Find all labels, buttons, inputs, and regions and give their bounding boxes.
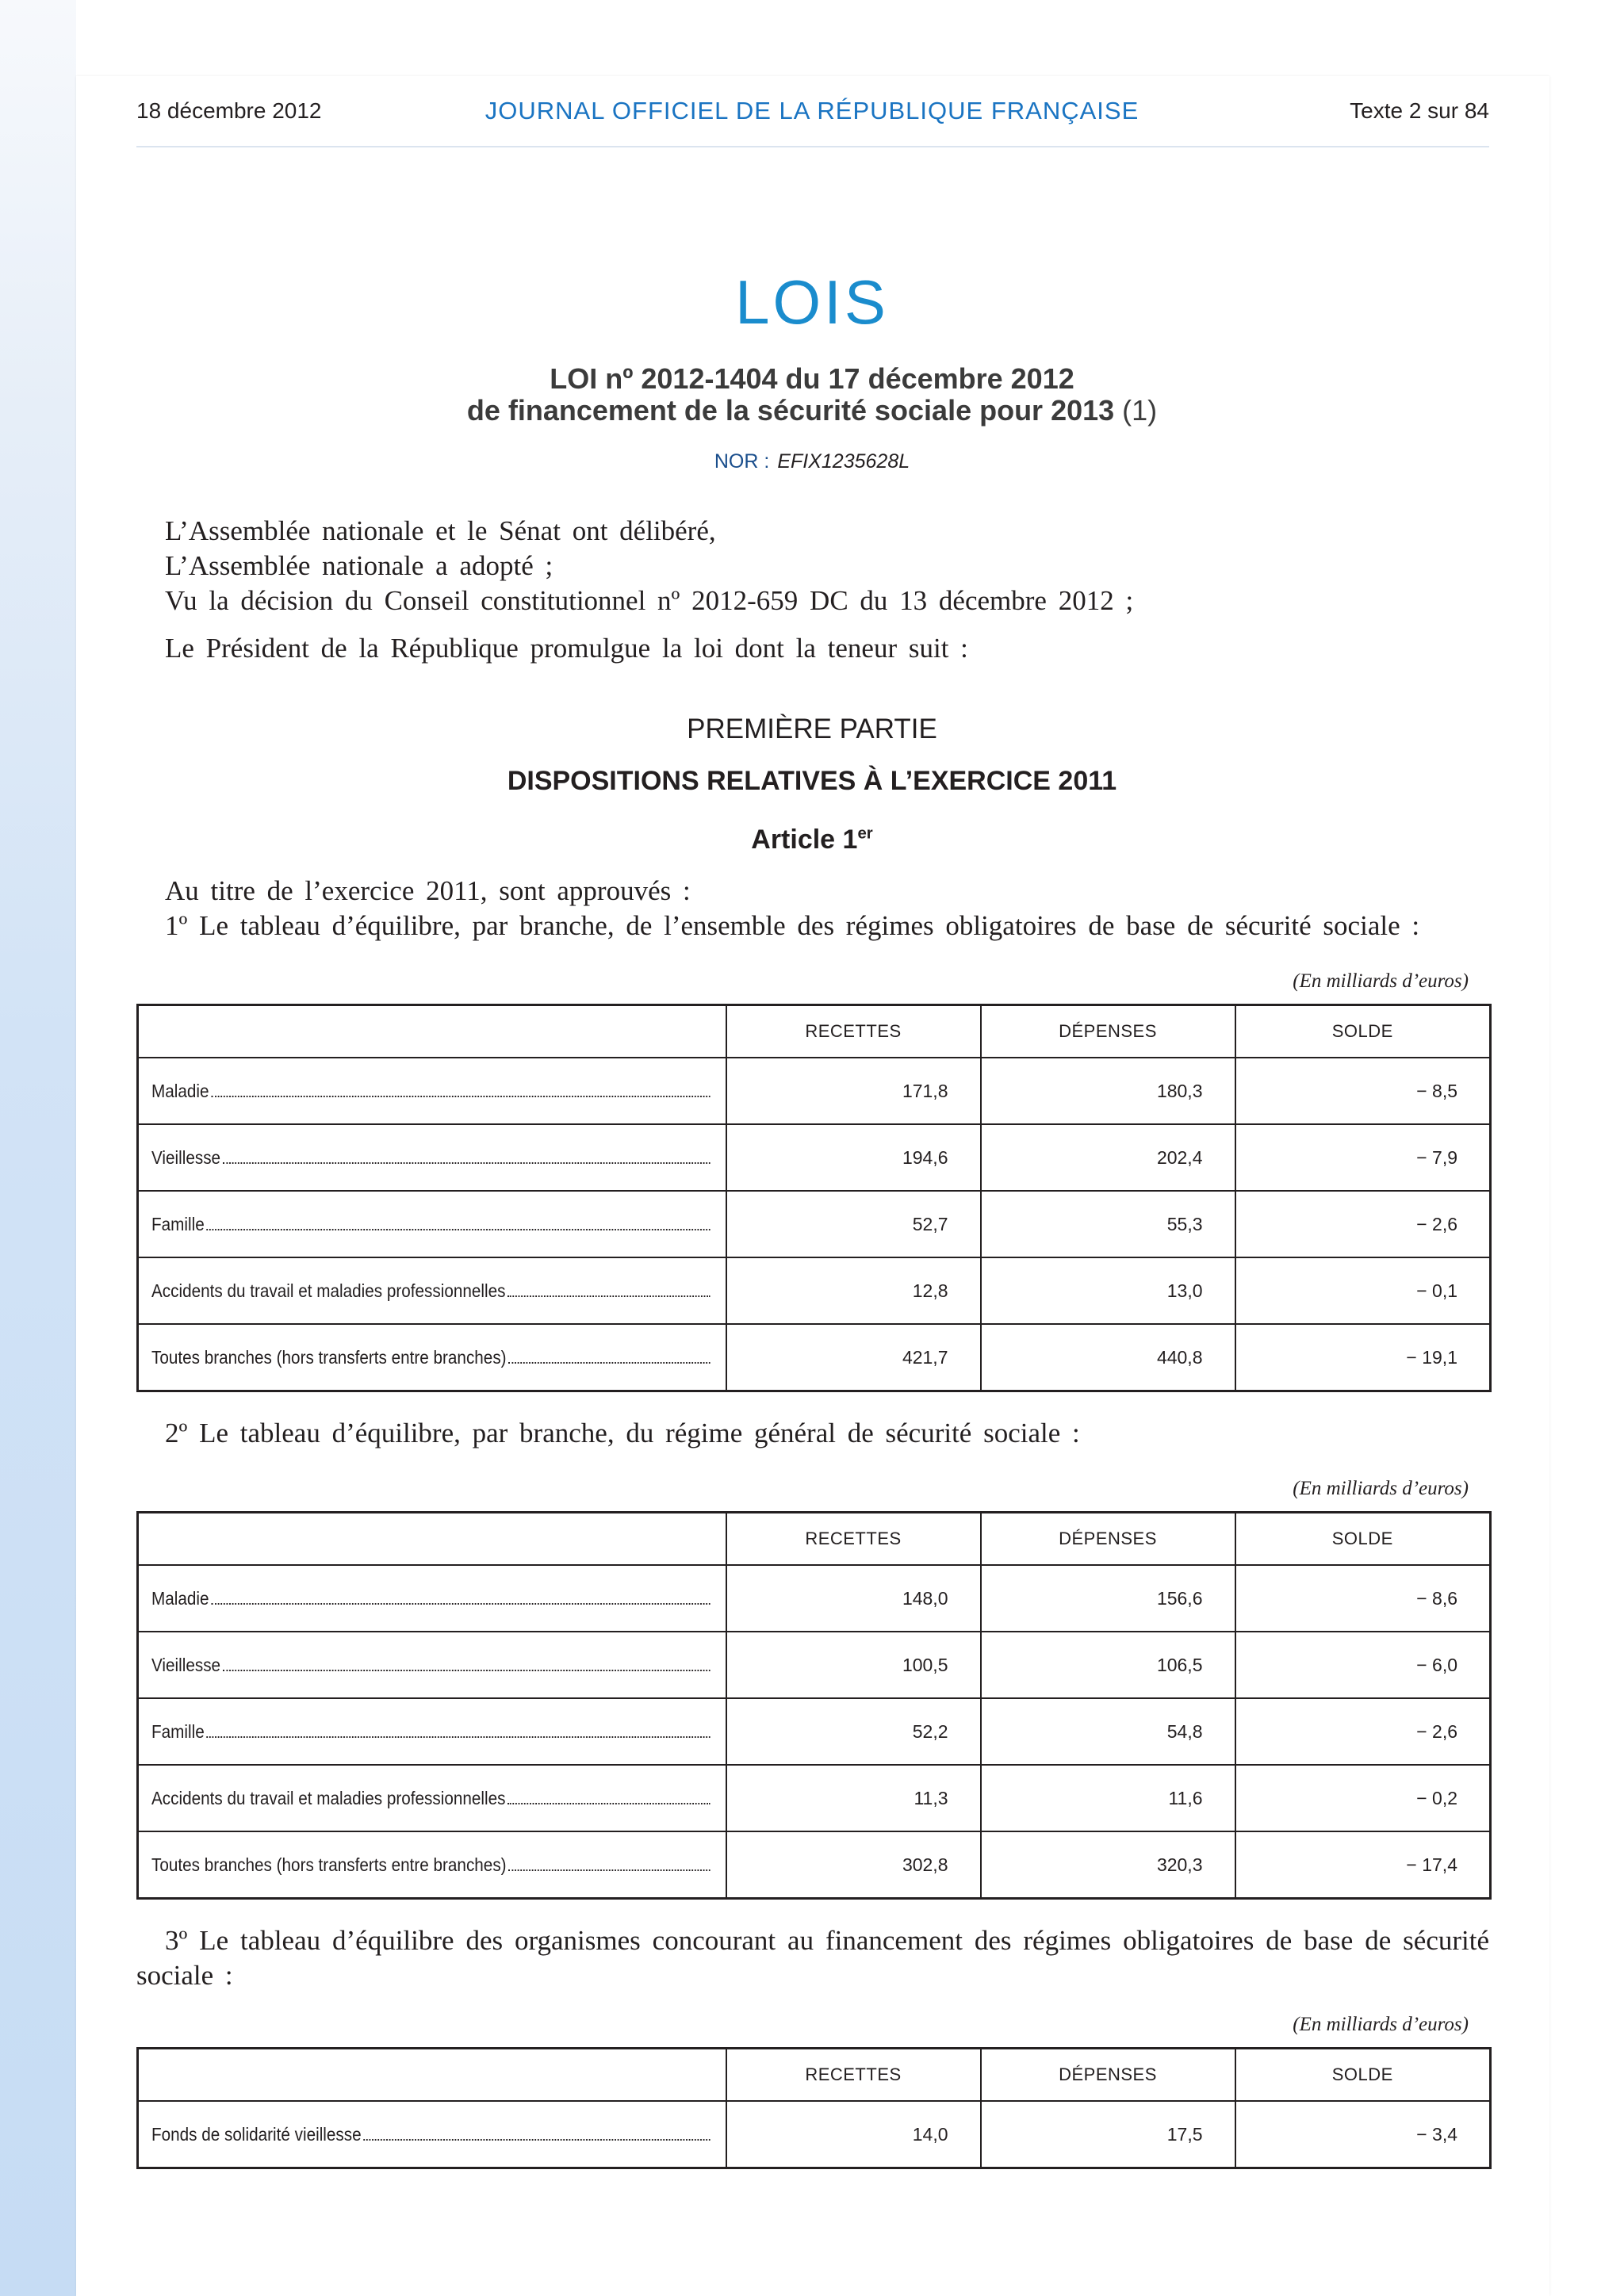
header-divider (136, 146, 1489, 147)
part-subtitle: DISPOSITIONS RELATIVES À L’EXERCICE 2011 (507, 766, 1117, 796)
row-label: Maladie (151, 1587, 209, 1609)
depenses-cell: 106,5 (981, 1632, 1235, 1698)
column-header-depenses: DÉPENSES (981, 2049, 1235, 2102)
depenses-cell: 55,3 (981, 1191, 1235, 1257)
solde-cell: − 2,6 (1235, 1698, 1491, 1765)
column-header-recettes: RECETTES (726, 2049, 981, 2102)
depenses-cell: 13,0 (981, 1257, 1235, 1324)
column-header-solde: SOLDE (1235, 1005, 1491, 1058)
recettes-cell: 52,7 (726, 1191, 981, 1257)
article-intro: Au titre de l’exercice 2011, sont approuvés : (165, 875, 691, 906)
table-row (138, 1831, 1491, 1899)
table-header-row (138, 1513, 1491, 1566)
row-label: Toutes branches (hors transferts entre branches) (151, 1346, 507, 1368)
preamble-line: L’Assemblée nationale et le Sénat ont délibéré, (165, 515, 716, 546)
recettes-cell: 148,0 (726, 1565, 981, 1632)
row-label: Fonds de solidarité vieillesse (151, 2123, 362, 2145)
header-journal-title: JOURNAL OFFICIEL DE LA RÉPUBLIQUE FRANÇAISE (485, 97, 1139, 124)
column-header-solde: SOLDE (1235, 1513, 1491, 1566)
depenses-cell: 156,6 (981, 1565, 1235, 1632)
recettes-cell: 100,5 (726, 1632, 981, 1698)
law-title-line1: LOI nº 2012-1404 du 17 décembre 2012 (550, 362, 1074, 395)
row-label: Vieillesse (151, 1654, 221, 1675)
header-date: 18 décembre 2012 (136, 98, 322, 123)
balance-table-general-scheme (136, 1511, 1492, 1900)
recettes-cell: 11,3 (726, 1765, 981, 1831)
left-margin-band (0, 0, 76, 2296)
solde-cell: − 2,6 (1235, 1191, 1491, 1257)
recettes-cell: 421,7 (726, 1324, 981, 1391)
article-title-text: Article 1 (751, 825, 858, 855)
table-intro-3: 3º Le tableau d’équilibre des organismes concourant au financement des régimes obligatoires de base de sécurité sociale : (136, 1925, 1489, 1991)
depenses-cell: 202,4 (981, 1124, 1235, 1191)
law-footnote-ref: (1) (1122, 394, 1158, 427)
recettes-cell: 171,8 (726, 1058, 981, 1124)
column-header-solde: SOLDE (1235, 2049, 1491, 2102)
depenses-cell: 11,6 (981, 1765, 1235, 1831)
section-title: LOIS (735, 267, 889, 337)
table-header-row (138, 1005, 1491, 1058)
nor-reference (0, 450, 1624, 473)
table-intro-1: 1º Le tableau d’équilibre, par branche, de l’ensemble des régimes obligatoires de base de sécurité sociale : (165, 910, 1420, 941)
table-row (138, 2101, 1491, 2168)
column-header-blank (138, 2049, 726, 2102)
depenses-cell: 180,3 (981, 1058, 1235, 1124)
solde-cell: − 7,9 (1235, 1124, 1491, 1191)
balance-table-all-schemes (136, 1004, 1492, 1392)
unit-label-3: (En milliards d’euros) (1293, 2014, 1469, 2035)
preamble-line: L’Assemblée nationale a adopté ; (165, 550, 553, 581)
depenses-cell: 320,3 (981, 1831, 1235, 1899)
table-row (138, 1191, 1491, 1257)
table-row (138, 1632, 1491, 1698)
table-header-row (138, 2049, 1491, 2102)
solde-cell: − 19,1 (1235, 1324, 1491, 1391)
solde-cell: − 8,5 (1235, 1058, 1491, 1124)
row-label: Accidents du travail et maladies professionnelles (151, 1787, 506, 1808)
balance-table-financing-bodies (136, 2047, 1492, 2169)
column-header-blank (138, 1005, 726, 1058)
law-title-line2 (0, 395, 1624, 427)
column-header-depenses: DÉPENSES (981, 1005, 1235, 1058)
unit-label-1: (En milliards d’euros) (1293, 970, 1469, 992)
article-title-sup: er (857, 825, 873, 843)
row-label: Vieillesse (151, 1146, 221, 1168)
solde-cell: − 17,4 (1235, 1831, 1491, 1899)
recettes-cell: 302,8 (726, 1831, 981, 1899)
recettes-cell: 12,8 (726, 1257, 981, 1324)
row-label: Famille (151, 1213, 205, 1234)
table-row (138, 1257, 1491, 1324)
table-row (138, 1058, 1491, 1124)
table-row (138, 1324, 1491, 1391)
depenses-cell: 54,8 (981, 1698, 1235, 1765)
table-row (138, 1765, 1491, 1831)
table-row (138, 1698, 1491, 1765)
table-row (138, 1124, 1491, 1191)
row-label: Accidents du travail et maladies professionnelles (151, 1280, 506, 1301)
solde-cell: − 3,4 (1235, 2101, 1491, 2168)
table-intro-2: 2º Le tableau d’équilibre, par branche, du régime général de sécurité sociale : (165, 1418, 1080, 1448)
row-label: Toutes branches (hors transferts entre branches) (151, 1854, 507, 1875)
preamble-line: Vu la décision du Conseil constitutionnel nº 2012-659 DC du 13 décembre 2012 ; (165, 585, 1134, 616)
column-header-recettes: RECETTES (726, 1513, 981, 1566)
depenses-cell: 440,8 (981, 1324, 1235, 1391)
recettes-cell: 52,2 (726, 1698, 981, 1765)
table-row (138, 1565, 1491, 1632)
row-label: Famille (151, 1720, 205, 1742)
solde-cell: − 0,2 (1235, 1765, 1491, 1831)
unit-label-2: (En milliards d’euros) (1293, 1478, 1469, 1499)
nor-code: EFIX1235628L (777, 450, 910, 473)
nor-label: NOR : (714, 450, 770, 473)
recettes-cell: 194,6 (726, 1124, 981, 1191)
row-label: Maladie (151, 1080, 209, 1101)
column-header-recettes: RECETTES (726, 1005, 981, 1058)
header-page-number: Texte 2 sur 84 (1350, 98, 1489, 123)
solde-cell: − 0,1 (1235, 1257, 1491, 1324)
recettes-cell: 14,0 (726, 2101, 981, 2168)
column-header-blank (138, 1513, 726, 1566)
column-header-depenses: DÉPENSES (981, 1513, 1235, 1566)
law-title (0, 363, 1624, 427)
preamble-line: Le Président de la République promulgue la loi dont la teneur suit : (165, 633, 968, 664)
solde-cell: − 8,6 (1235, 1565, 1491, 1632)
article-title (0, 825, 1624, 855)
part-title: PREMIÈRE PARTIE (687, 714, 937, 744)
law-title-line2-text: de financement de la sécurité sociale pour 2013 (466, 394, 1115, 427)
depenses-cell: 17,5 (981, 2101, 1235, 2168)
solde-cell: − 6,0 (1235, 1632, 1491, 1698)
